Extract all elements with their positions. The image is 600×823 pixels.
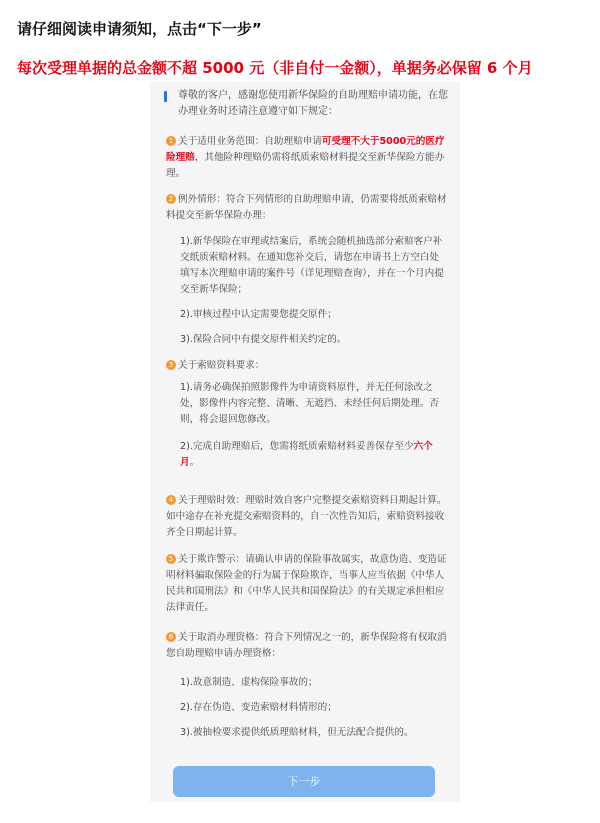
- section-fraud-warning: [166, 552, 448, 616]
- section-text: 例外情形：符合下列情形的自助理赔申请，仍需要将纸质索赔材料提交至新华保险办理：: [166, 194, 447, 221]
- section-materials: [166, 358, 448, 374]
- section-text: 2).完成自助理赔后，您需将纸质索赔材料妥善保存至少: [180, 441, 414, 452]
- section-text: 关于适用业务范围：自助理赔申请: [178, 136, 322, 147]
- list-item: 1).请务必确保拍照影像件为申请资料原件，并无任何涂改之处，影像件内容完整、清晰、无遮挡、未经任何后期处理。否则，将会退回您修改。: [180, 382, 440, 425]
- section-timeliness: [166, 493, 448, 541]
- amount-warning: 每次受理单据的总金额不超 5000 元（非自付一金额），单据务必保留 6 个月: [17, 59, 533, 77]
- highlight-text: 六个月: [180, 441, 433, 468]
- highlight-text: 可受理不大于5000元的医疗险理赔: [166, 136, 445, 163]
- list-item: 1).故意制造、虚构保险事故的；: [180, 677, 318, 688]
- list-item: 3).被抽检要求提供纸质理赔材料，但无法配合提供的。: [180, 727, 414, 738]
- number-badge-icon: 1: [166, 136, 176, 146]
- list-item: 3).保险合同中有提交原件相关约定的。: [180, 334, 347, 345]
- mobile-screenshot: [150, 82, 460, 802]
- section-text: 。: [189, 457, 200, 468]
- list-item: 1).新华保险在审理或结案后，系统会随机抽选部分索赔客户补交纸质索赔材料。在通知您补交后，请您在申请书上方空白处填写本次理赔申请的案件号（详见理赔查询），并在一个月内提交至新华保险；: [180, 236, 444, 295]
- number-badge-icon: 5: [166, 554, 176, 564]
- list-item: 2).审核过程中认定需要您提交原件；: [180, 309, 337, 320]
- intro-text: 尊敬的客户，感谢您使用新华保险的自助理赔申请功能，在您办理业务时还请注意遵守如下规定：: [178, 90, 448, 117]
- section-exceptions: [166, 192, 448, 224]
- number-badge-icon: 6: [166, 632, 176, 642]
- page-title: 请仔细阅读申请须知，点击“下一步”: [17, 20, 262, 38]
- list-item: [180, 439, 444, 471]
- next-step-button[interactable]: 下一步: [173, 766, 435, 797]
- list-item: 2).存在伪造、变造索赔材料情形的；: [180, 702, 337, 713]
- section-text: 关于欺诈警示：请确认申请的保险事故属实，故意伪造、变造证明材料骗取保险金的行为属于保险欺诈，当事人应当依据《中华人民共和国刑法》和《中华人民共和国保险法》的有关规定承担相应法律责任。: [166, 554, 447, 613]
- number-badge-icon: 2: [166, 194, 176, 204]
- section-text: 关于索赔资料要求：: [178, 360, 265, 371]
- section-text: 关于理赔时效：理赔时效自客户完整提交索赔资料日期起计算。如中途存在补充提交索赔资料的，自一次性告知后，索赔资料接收齐全日期起计算。: [166, 495, 447, 538]
- section-disqualification: [166, 630, 448, 662]
- number-badge-icon: 4: [166, 495, 176, 505]
- intro-block: [164, 88, 449, 120]
- section-scope: [166, 134, 448, 182]
- section-text: ，其他险种理赔仍需将纸质索赔材料提交至新华保险方能办理。: [166, 152, 445, 179]
- number-badge-icon: 3: [166, 360, 176, 370]
- accent-bar: [164, 91, 167, 102]
- section-text: 关于取消办理资格：符合下列情况之一的，新华保险将有权取消您自助理赔申请办理资格：: [166, 632, 447, 659]
